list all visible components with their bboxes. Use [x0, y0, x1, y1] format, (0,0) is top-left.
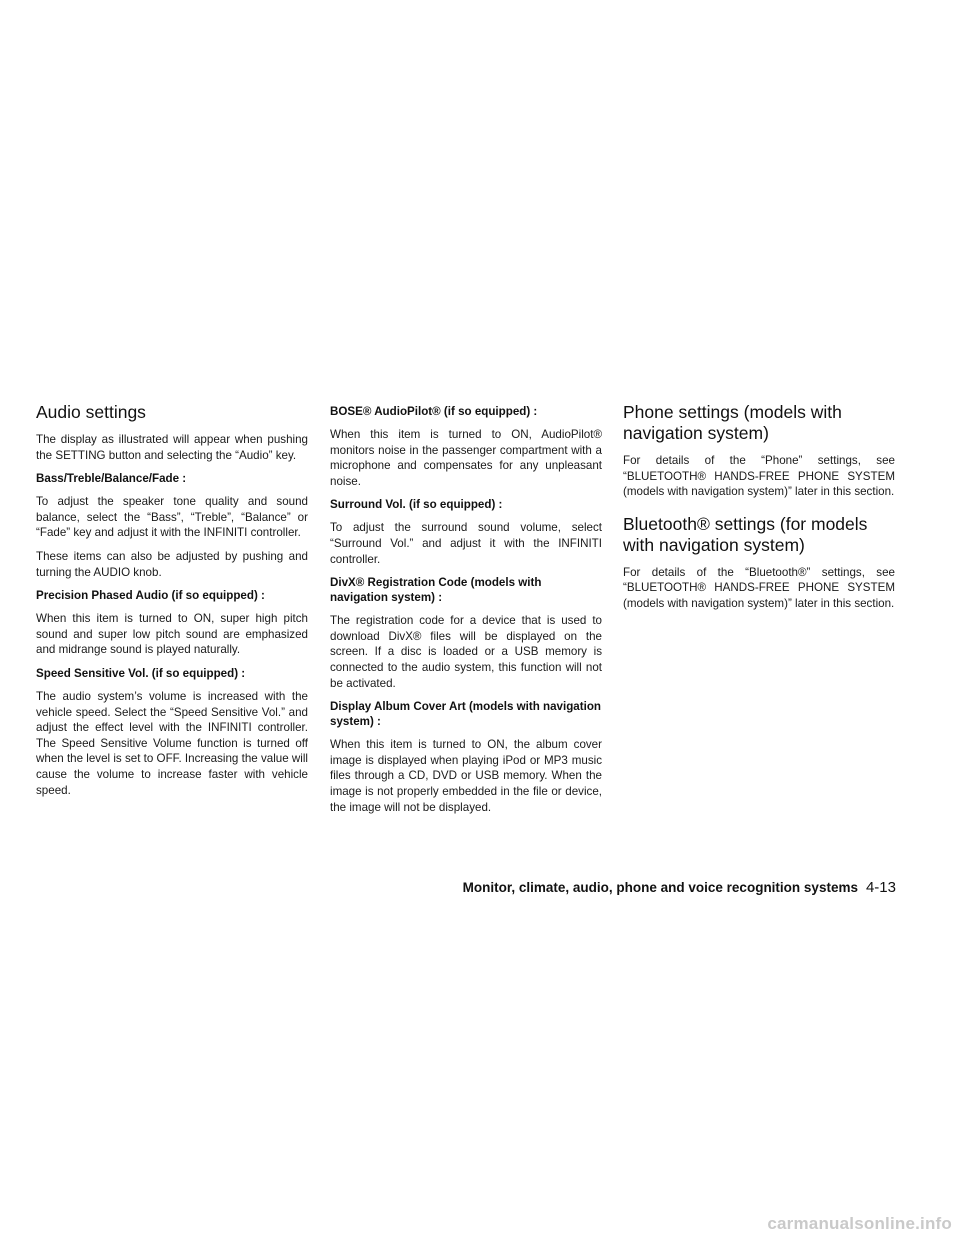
phone-settings-paragraph: For details of the “Phone” settings, see “BLUETOOTH® HANDS-FREE PHONE SYSTEM (models with navigation system)” later in this section. [623, 454, 895, 499]
precision-phased-audio-heading: Precision Phased Audio (if so equipped) : [36, 589, 265, 603]
column-right [623, 402, 895, 620]
speed-sensitive-vol-paragraph: The audio system’s volume is increased with the vehicle speed. Select the “Speed Sensitive Vol.” and adjust the effect level with the INFINITI controller. The Speed Sensitive Volume function is turned off when the level is set to OFF. Increasing the value will cause the volume to increase faster with vehicle speed. [36, 689, 308, 797]
surround-vol-paragraph: To adjust the surround sound volume, select “Surround Vol.” and adjust it with the INFINITI controller. [330, 521, 602, 566]
page-footer [463, 879, 896, 896]
column-middle [330, 404, 602, 823]
chapter-title: Monitor, climate, audio, phone and voice recognition systems [462, 880, 858, 895]
watermark: carmanualsonline.info [767, 1214, 952, 1233]
page-number: 4-13 [865, 879, 896, 896]
phone-settings-title: Phone settings (models with navigation system) [623, 402, 842, 443]
audio-settings-intro: The display as illustrated will appear when pushing the SETTING button and selecting the “Audio” key. [36, 433, 308, 462]
bose-audiopilot-heading: BOSE® AudioPilot® (if so equipped) : [330, 405, 538, 418]
divx-registration-paragraph: The registration code for a device that is used to download DivX® files will be displayed on the screen. If a disc is loaded or a USB memory is connected to the audio system, this function will not be activated. [330, 614, 602, 690]
column-left [36, 402, 308, 806]
bass-treble-paragraph-2: These items can also be adjusted by pushing and turning the AUDIO knob. [36, 549, 308, 579]
bluetooth-settings-paragraph: For details of the “Bluetooth®” settings, see “BLUETOOTH® HANDS-FREE PHONE SYSTEM (models with navigation system)” later in this section. [623, 565, 895, 610]
precision-phased-audio-paragraph: When this item is turned to ON, super high pitch sound and super low pitch sound are emphasized and midrange sound is played naturally. [36, 612, 308, 657]
divx-registration-heading: DivX® Registration Code (models with navigation system) : [330, 576, 542, 605]
bass-treble-heading: Bass/Treble/Balance/Fade : [36, 472, 187, 486]
album-cover-art-heading: Display Album Cover Art (models with navigation system) : [330, 700, 601, 729]
album-cover-art-paragraph: When this item is turned to ON, the album cover image is displayed when playing iPod or MP3 music files through a CD, DVD or USB memory. When the image is not properly embedded in the file or device, the image will not be displayed. [330, 738, 602, 814]
audio-settings-title: Audio settings [36, 402, 146, 422]
speed-sensitive-vol-heading: Speed Sensitive Vol. (if so equipped) : [36, 666, 246, 680]
surround-vol-heading: Surround Vol. (if so equipped) : [330, 498, 503, 512]
bose-audiopilot-paragraph: When this item is turned to ON, AudioPilot® monitors noise in the passenger compartment with a microphone and compensates for any unpleasant noise. [330, 428, 602, 488]
bluetooth-settings-title: Bluetooth® settings (for models with navigation system) [623, 513, 868, 555]
bass-treble-paragraph-1: To adjust the speaker tone quality and sound balance, select the “Bass”, “Treble”, “Balance” or “Fade” key and adjust it with the INFINITI controller. [36, 495, 308, 540]
